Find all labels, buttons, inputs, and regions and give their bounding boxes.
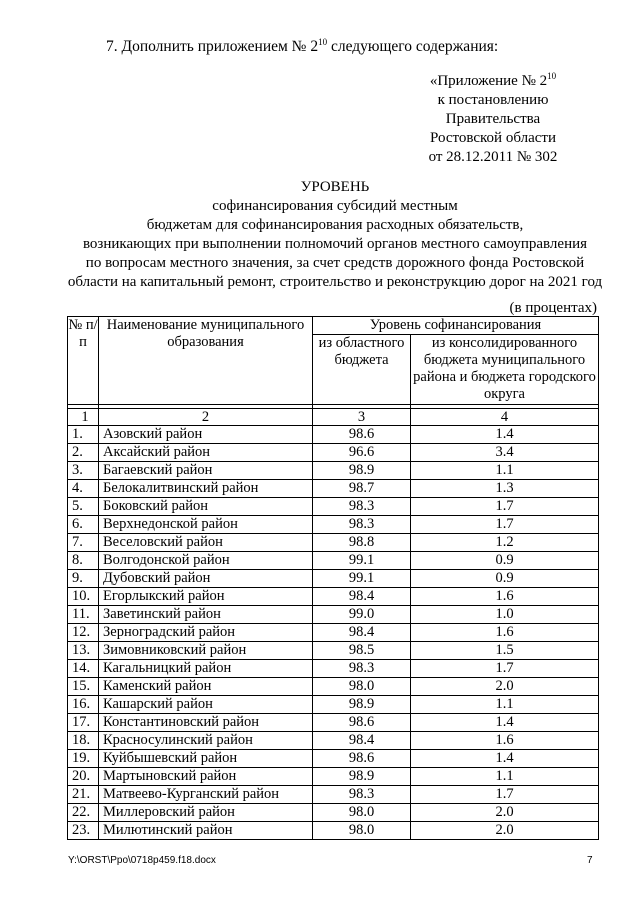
column-numbers-row (68, 409, 599, 426)
appendix-line-2: к постановлению (437, 92, 549, 108)
row-municipality: Багаевский район (99, 462, 313, 480)
table-row (68, 786, 599, 804)
row-regional-share: 98.5 (313, 642, 411, 660)
row-number: 4. (68, 480, 99, 498)
row-municipality: Миллеровский район (99, 804, 313, 822)
footer-file-path: Y:\ORST\Ppo\0718p459.f18.docx (68, 855, 216, 866)
row-number: 3. (68, 462, 99, 480)
row-number: 9. (68, 570, 99, 588)
row-number: 22. (68, 804, 99, 822)
intro-text-end: следующего содержания: (327, 38, 499, 55)
row-regional-share: 99.0 (313, 606, 411, 624)
document-title (50, 178, 620, 292)
row-number: 15. (68, 678, 99, 696)
table-row (68, 588, 599, 606)
table-row (68, 696, 599, 714)
row-number: 23. (68, 822, 99, 840)
appendix-line-5: от 28.12.2011 № 302 (428, 149, 558, 165)
title-line: возникающих при выполнении полномочий органов местного самоуправления (82, 236, 588, 252)
table-row (68, 750, 599, 768)
row-regional-share: 98.3 (313, 498, 411, 516)
appendix-line-1 (400, 72, 586, 91)
row-municipality: Волгодонской район (99, 552, 313, 570)
row-municipality: Верхнедонской район (99, 516, 313, 534)
table-row (68, 732, 599, 750)
row-number: 10. (68, 588, 99, 606)
row-municipality: Милютинский район (99, 822, 313, 840)
row-regional-share: 96.6 (313, 444, 411, 462)
table-row (68, 498, 599, 516)
table-row (68, 444, 599, 462)
row-municipality: Матвеево-Курганский район (99, 786, 313, 804)
row-number: 8. (68, 552, 99, 570)
cofinancing-table (67, 316, 599, 840)
row-municipality: Мартыновский район (99, 768, 313, 786)
row-municipality: Дубовский район (99, 570, 313, 588)
row-consolidated-share: 1.4 (411, 714, 599, 732)
row-number: 13. (68, 642, 99, 660)
title-line: бюджетам для софинансирования расходных обязательств, (146, 217, 524, 233)
title-line: софинансирования субсидий местным (212, 198, 458, 214)
row-regional-share: 98.4 (313, 624, 411, 642)
row-regional-share: 98.0 (313, 678, 411, 696)
row-consolidated-share: 1.0 (411, 606, 599, 624)
row-number: 14. (68, 660, 99, 678)
table-row (68, 678, 599, 696)
row-municipality: Каменский район (99, 678, 313, 696)
row-consolidated-share: 1.2 (411, 534, 599, 552)
header-num: № п/п (68, 317, 99, 405)
row-consolidated-share: 2.0 (411, 822, 599, 840)
table-row (68, 606, 599, 624)
table-body (68, 409, 599, 840)
row-regional-share: 98.0 (313, 822, 411, 840)
row-consolidated-share: 0.9 (411, 570, 599, 588)
row-consolidated-share: 3.4 (411, 444, 599, 462)
row-municipality: Кагальницкий район (99, 660, 313, 678)
row-municipality: Белокалитвинский район (99, 480, 313, 498)
row-number: 17. (68, 714, 99, 732)
header-consolidated: из консолидированного бюджета муниципального района и бюджета городского округа (411, 335, 599, 405)
appendix-line-4: Ростовской области (430, 130, 556, 146)
row-regional-share: 98.3 (313, 516, 411, 534)
row-regional-share: 98.6 (313, 714, 411, 732)
footer-page-number: 7 (587, 855, 593, 866)
row-consolidated-share: 2.0 (411, 678, 599, 696)
row-consolidated-share: 1.5 (411, 642, 599, 660)
row-regional-share: 98.7 (313, 480, 411, 498)
row-regional-share: 98.4 (313, 588, 411, 606)
row-number: 5. (68, 498, 99, 516)
row-municipality: Егорлыкский район (99, 588, 313, 606)
table-row (68, 804, 599, 822)
row-consolidated-share: 1.7 (411, 498, 599, 516)
row-number: 2. (68, 444, 99, 462)
table-row (68, 534, 599, 552)
table-row (68, 462, 599, 480)
row-consolidated-share: 1.6 (411, 732, 599, 750)
row-municipality: Константиновский район (99, 714, 313, 732)
title-line: области на капитальный ремонт, строительство и реконструкцию дорог на 2021 год (67, 274, 603, 290)
row-consolidated-share: 1.3 (411, 480, 599, 498)
row-consolidated-share: 1.6 (411, 624, 599, 642)
row-regional-share: 98.3 (313, 660, 411, 678)
row-number: 1. (68, 426, 99, 444)
row-regional-share: 98.6 (313, 750, 411, 768)
row-number: 16. (68, 696, 99, 714)
table-row (68, 426, 599, 444)
title-line: по вопросам местного значения, за счет средств дорожного фонда Ростовской (85, 255, 585, 271)
table-row (68, 552, 599, 570)
row-consolidated-share: 1.7 (411, 786, 599, 804)
header-level: Уровень софинансирования (313, 317, 599, 335)
title-heading: УРОВЕНЬ (300, 179, 370, 195)
row-regional-share: 98.0 (313, 804, 411, 822)
units-note: (в процентах) (509, 300, 597, 316)
header-name: Наименование муниципального образования (99, 317, 313, 405)
table-row (68, 642, 599, 660)
appendix-title: «Приложение № 2 (429, 73, 548, 89)
table-row (68, 624, 599, 642)
row-municipality: Азовский район (99, 426, 313, 444)
row-consolidated-share: 0.9 (411, 552, 599, 570)
column-number: 3 (313, 409, 411, 426)
row-regional-share: 98.6 (313, 426, 411, 444)
column-number: 4 (411, 409, 599, 426)
table-row (68, 714, 599, 732)
appendix-header (400, 72, 586, 167)
intro-superscript: 10 (318, 36, 328, 47)
row-regional-share: 99.1 (313, 552, 411, 570)
row-regional-share: 98.9 (313, 462, 411, 480)
intro-text: 7. Дополнить приложением № 2 (106, 38, 319, 55)
table-row (68, 480, 599, 498)
row-municipality: Аксайский район (99, 444, 313, 462)
column-number: 2 (99, 409, 313, 426)
row-regional-share: 98.3 (313, 786, 411, 804)
row-number: 7. (68, 534, 99, 552)
intro-paragraph (106, 38, 498, 56)
row-consolidated-share: 1.1 (411, 768, 599, 786)
table-row (68, 822, 599, 840)
row-regional-share: 99.1 (313, 570, 411, 588)
row-municipality: Кашарский район (99, 696, 313, 714)
row-number: 12. (68, 624, 99, 642)
header-regional: из областного бюджета (313, 335, 411, 405)
row-consolidated-share: 1.4 (411, 426, 599, 444)
row-number: 21. (68, 786, 99, 804)
table-row (68, 768, 599, 786)
row-consolidated-share: 1.7 (411, 660, 599, 678)
column-number: 1 (68, 409, 99, 426)
row-number: 11. (68, 606, 99, 624)
table-row (68, 660, 599, 678)
row-number: 20. (68, 768, 99, 786)
row-municipality: Боковский район (99, 498, 313, 516)
row-municipality: Куйбышевский район (99, 750, 313, 768)
row-regional-share: 98.8 (313, 534, 411, 552)
row-consolidated-share: 1.1 (411, 462, 599, 480)
appendix-superscript: 10 (547, 71, 557, 81)
row-municipality: Красносулинский район (99, 732, 313, 750)
row-consolidated-share: 1.1 (411, 696, 599, 714)
row-municipality: Заветинский район (99, 606, 313, 624)
row-regional-share: 98.9 (313, 696, 411, 714)
table-row (68, 570, 599, 588)
row-consolidated-share: 1.4 (411, 750, 599, 768)
row-consolidated-share: 1.6 (411, 588, 599, 606)
row-regional-share: 98.9 (313, 768, 411, 786)
row-number: 18. (68, 732, 99, 750)
appendix-line-3: Правительства (445, 111, 541, 127)
row-municipality: Зимовниковский район (99, 642, 313, 660)
row-number: 6. (68, 516, 99, 534)
row-consolidated-share: 1.7 (411, 516, 599, 534)
table-row (68, 516, 599, 534)
row-number: 19. (68, 750, 99, 768)
row-municipality: Веселовский район (99, 534, 313, 552)
row-municipality: Зерноградский район (99, 624, 313, 642)
row-regional-share: 98.4 (313, 732, 411, 750)
row-consolidated-share: 2.0 (411, 804, 599, 822)
